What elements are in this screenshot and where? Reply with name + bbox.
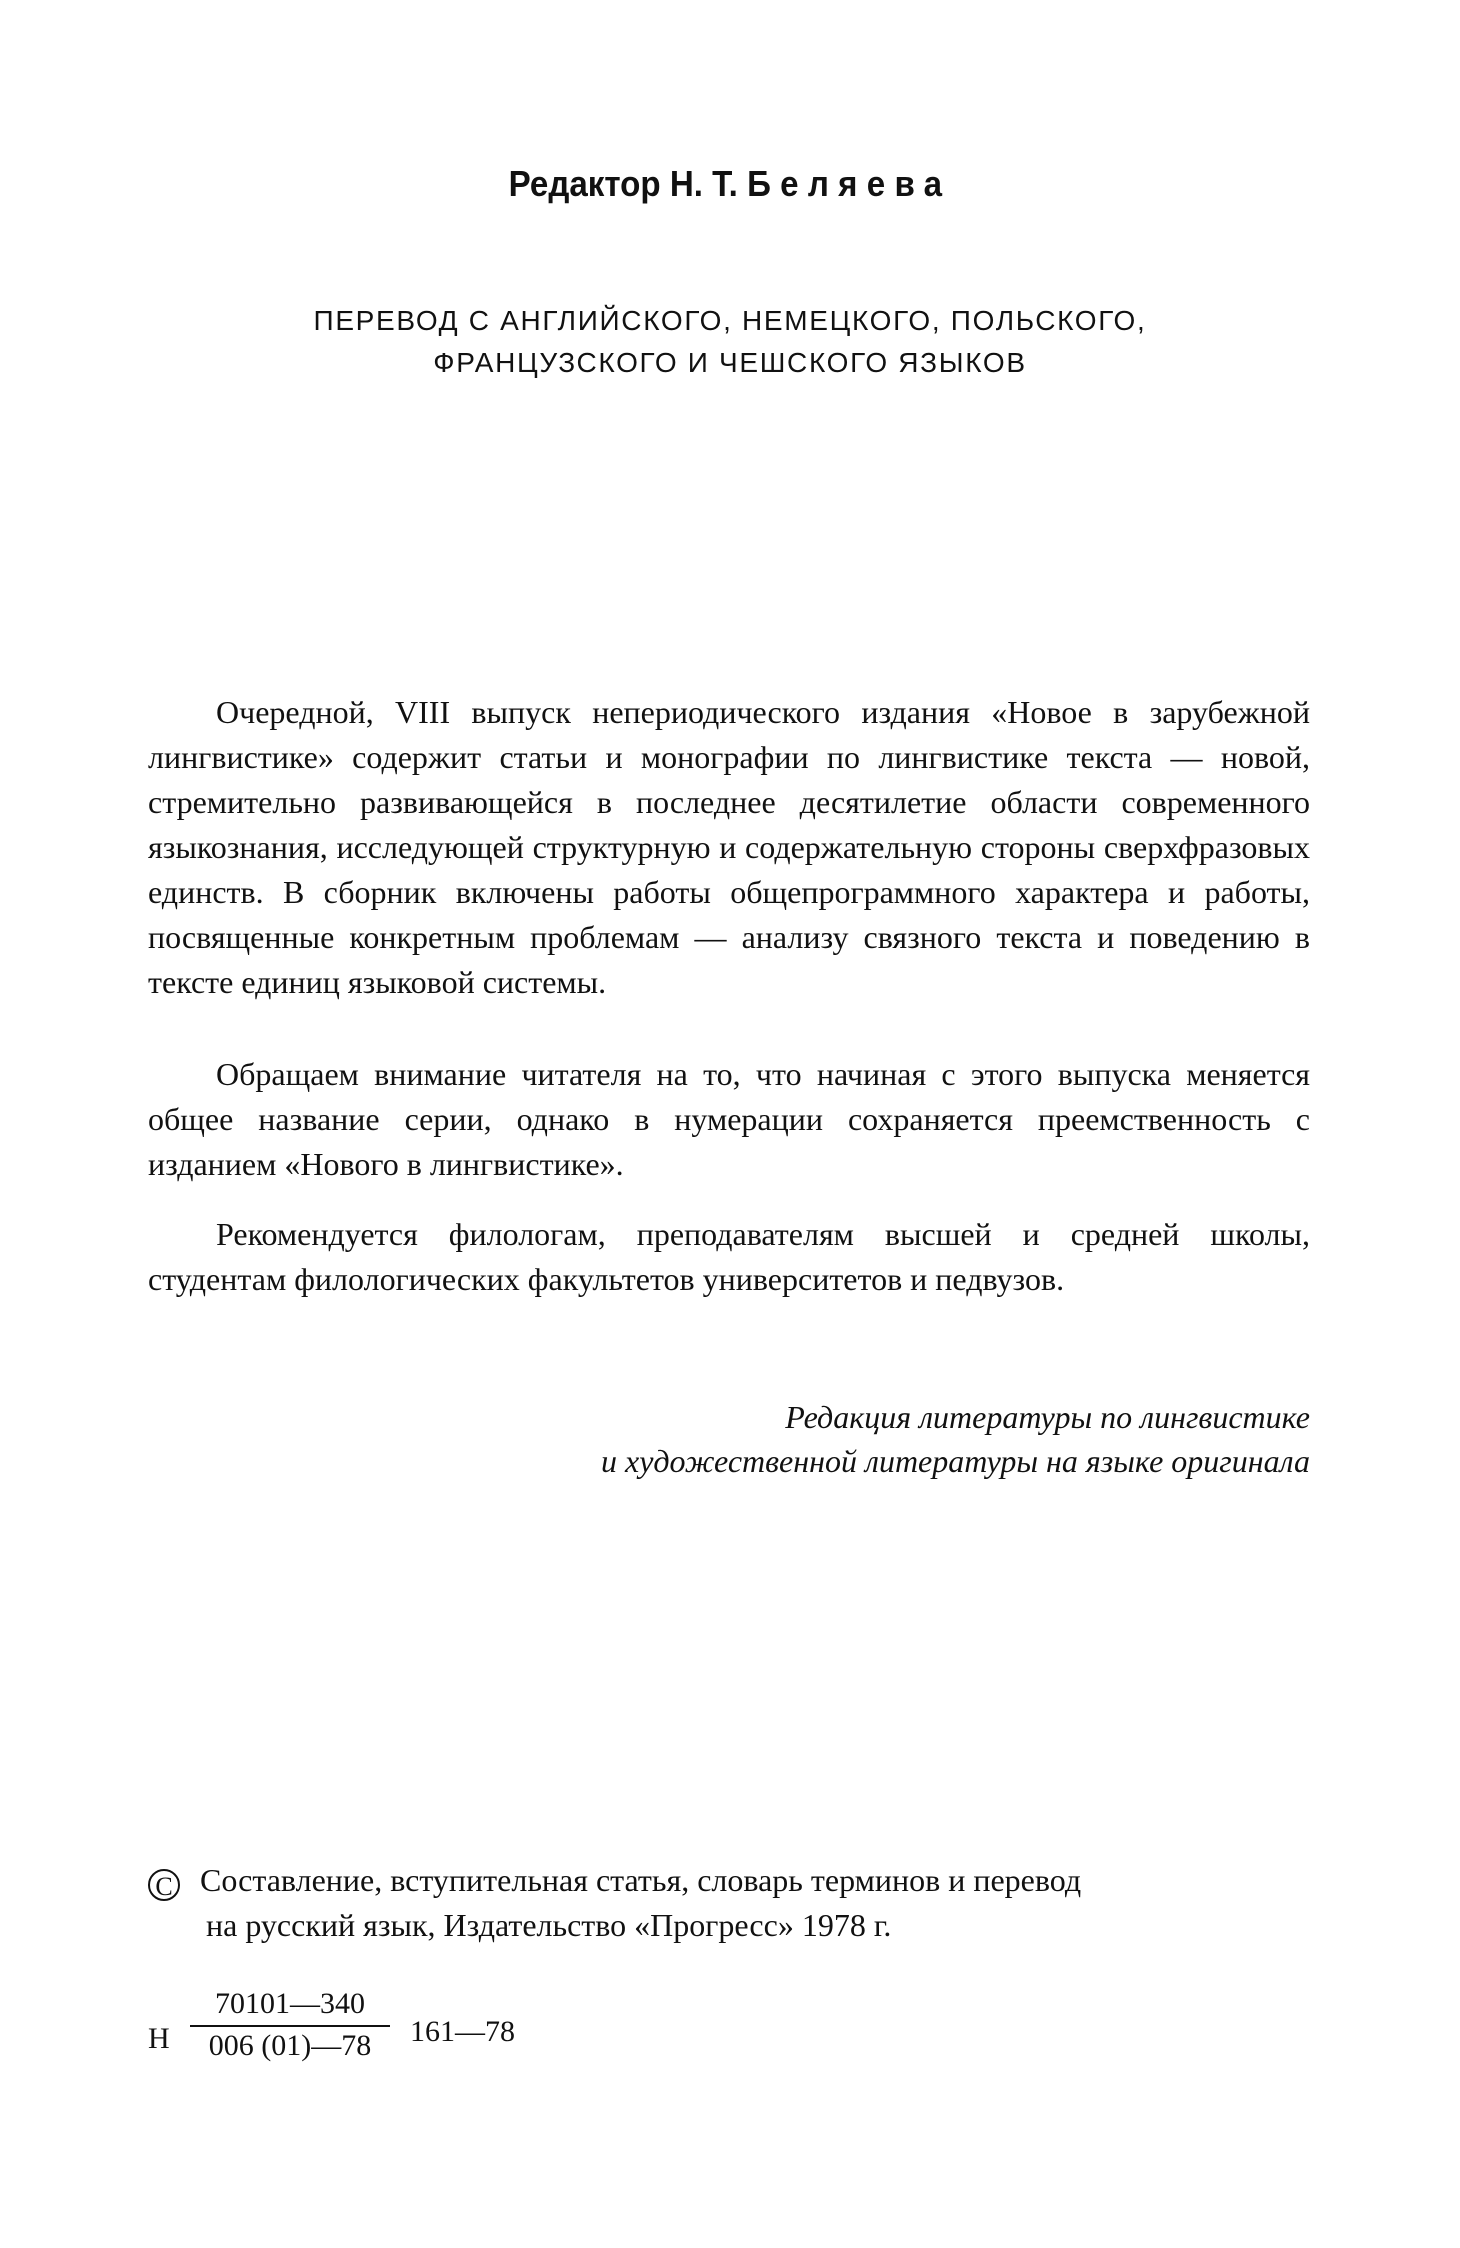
index-tail: 161—78 [410, 2015, 515, 2048]
copyright-text-2: на русский язык, Издательство «Прогресс» 1978 г. [206, 1907, 892, 1943]
annotation-paragraph-2 [148, 1052, 1310, 1187]
index-letter: Н [148, 2022, 170, 2055]
annotation-paragraph-1 [148, 690, 1310, 1005]
copyright-notice [148, 1858, 1310, 1948]
publication-index [148, 1985, 648, 2095]
editor-label: Редактор Н. Т. [508, 163, 738, 204]
signature-line-1: Редакция литературы по лингвистике [785, 1399, 1310, 1435]
signature-line-2: и художественной литературы на языке оригинала [601, 1443, 1310, 1479]
copyright-icon: C [148, 1869, 180, 1901]
paragraph-text: Обращаем внимание читателя на то, что начиная с этого выпуска меняется общее название серии, однако в нумерации сохраняется преемственность с изданием «Нового в лингвистике». [148, 1056, 1310, 1182]
index-denominator: 006 (01)—78 [190, 2025, 390, 2065]
copyright-line-1 [148, 1858, 1310, 1903]
translation-line-2: ФРАНЦУЗСКОГО И ЧЕШСКОГО ЯЗЫКОВ [433, 347, 1027, 378]
paragraph-text: Очередной, VIII выпуск непериодического издания «Новое в зарубежной лингвистике» содержит статьи и монографии по лингвистике текста — новой, стремительно развивающейся в последнее десятилетие области современного языкознания, исследующей структурную и содержательную стороны сверхфразовых единств. В сборник включены работы общепрограммного характера и работы, посвященные конкретным проблемам — анализу связного текста и поведению в тексте единиц языковой системы. [148, 694, 1310, 1000]
index-numerator: 70101—340 [215, 1987, 365, 2020]
paragraph-text: Рекомендуется филологам, преподавателям высшей и средней школы, студентам филологических факультетов университетов и педвузов. [148, 1216, 1310, 1297]
translation-line-1: ПЕРЕВОД С АНГЛИЙСКОГО, НЕМЕЦКОГО, ПОЛЬСКОГО, [313, 305, 1147, 336]
copyright-text-1: Составление, вступительная статья, словарь терминов и перевод [200, 1862, 1082, 1898]
translation-note [0, 300, 1460, 384]
annotation-paragraph-3 [148, 1212, 1310, 1302]
editorial-signature [601, 1395, 1310, 1483]
index-fraction [190, 1985, 390, 2065]
editor-credit [58, 163, 1401, 205]
editor-name: Беляева [747, 163, 952, 204]
